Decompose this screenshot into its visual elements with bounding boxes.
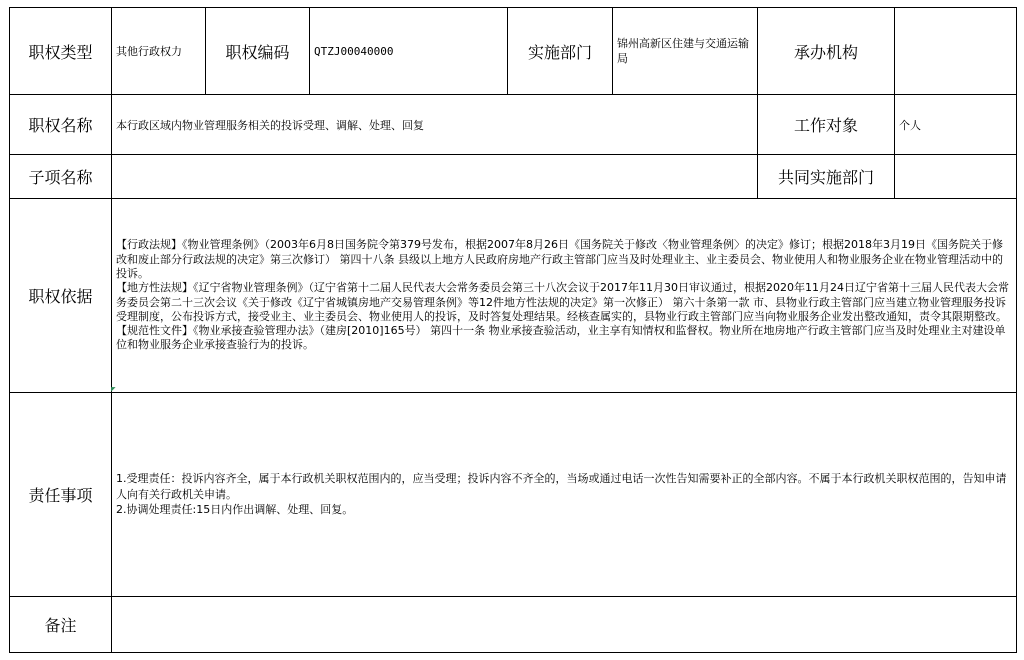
- authority-table: [9, 7, 1017, 653]
- remark-value: [112, 597, 1017, 653]
- basis-paragraph-normative: 【规范性文件】《物业承接查验管理办法》（建房[2010]165号） 第四十一条 物业承接查验活动，业主享有知情权和监督权。物业所在地房地产行政主管部门应当及时处理业主对建设单位和物业服务企业承接查验行为的投诉。: [116, 324, 1006, 352]
- code-label: 职权编码: [206, 8, 310, 95]
- row-type: [10, 8, 1017, 95]
- basis-label: 职权依据: [10, 199, 112, 393]
- duty-item-accept: 1.受理责任：投诉内容齐全，属于本行政机关职权范围内的，应当受理；投诉内容不齐全的，当场或通过电话一次性告知需要补正的全部内容。不属于本行政机关职权范围的，告知申请人向有关行政机关申请。: [116, 472, 1007, 501]
- code-value: QTZJ00040000: [310, 8, 508, 95]
- basis-paragraph-admin: 【行政法规】《物业管理条例》（2003年6月8日国务院令第379号发布，根据2007年8月26日《国务院关于修改〈物业管理条例〉的决定》修订；根据2018年3月19日《国务院关于修改和废止部分行政法规的决定》第三次修订） 第四十八条 县级以上地方人民政府房地产行政主管部门应当及时处理业主、业主委员会、物业使用人和物业服务企业在物业管理活动中的投诉。: [116, 238, 1003, 280]
- row-remark: [10, 597, 1017, 653]
- joint-label: 共同实施部门: [758, 155, 895, 199]
- row-sub: [10, 155, 1017, 199]
- row-basis: [10, 199, 1017, 393]
- agency-value: [895, 8, 1017, 95]
- name-value: 本行政区域内物业管理服务相关的投诉受理、调解、处理、回复: [112, 95, 758, 155]
- basis-paragraph-local: 【地方性法规】《辽宁省物业管理条例》（辽宁省第十二届人民代表大会常务委员会第三十八次会议于2017年11月30日审议通过，根据2020年11月24日辽宁省第十三届人民代表大会常务委员会第二十三次会议《关于修改《辽宁省城镇房地产交易管理条例》等12件地方性法规的决定》第一次修正） 第六十条第一款 市、县物业行政主管部门应当建立物业管理服务投诉受理制度，公布投诉方式，接受业主、业主委员会、物业使用人的投诉，及时答复处理结果。经核查属实的，县物业行政主管部门应当向物业服务企业发出整改通知，责令其限期整改。: [116, 281, 1009, 323]
- agency-label: 承办机构: [758, 8, 895, 95]
- type-value: 其他行政权力: [112, 8, 206, 95]
- row-duty: [10, 393, 1017, 597]
- object-value: 个人: [895, 95, 1017, 155]
- row-name: [10, 95, 1017, 155]
- sub-label: 子项名称: [10, 155, 112, 199]
- remark-label: 备注: [10, 597, 112, 653]
- cell-comment-marker: ◤: [111, 386, 116, 393]
- duty-text: [112, 393, 1017, 597]
- sub-value: [112, 155, 758, 199]
- name-label: 职权名称: [10, 95, 112, 155]
- duty-label: 责任事项: [10, 393, 112, 597]
- dept-value: 锦州高新区住建与交通运输局: [613, 8, 758, 95]
- duty-item-coordinate: 2.协调处理责任:15日内作出调解、处理、回复。: [116, 503, 354, 517]
- object-label: 工作对象: [758, 95, 895, 155]
- type-label: 职权类型: [10, 8, 112, 95]
- joint-value: [895, 155, 1017, 199]
- basis-text: [112, 199, 1017, 393]
- dept-label: 实施部门: [508, 8, 613, 95]
